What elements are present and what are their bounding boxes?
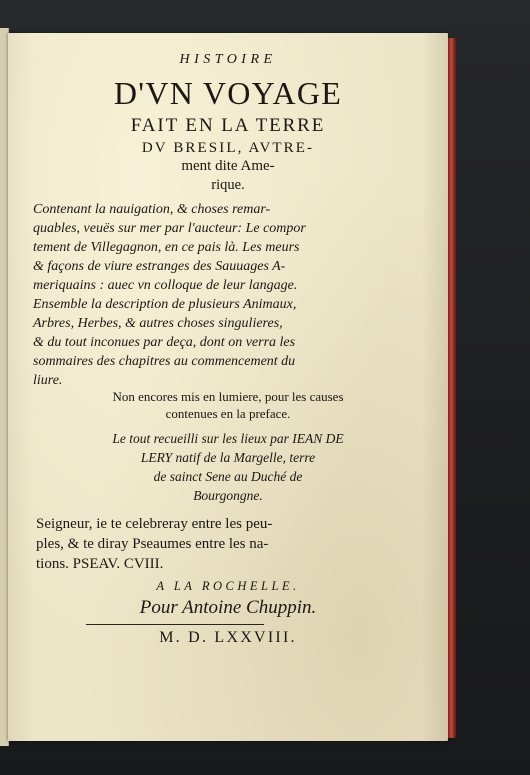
title-histoire: HISTOIRE bbox=[179, 52, 277, 67]
description-line: & façons de viure estranges des Sauuages A- bbox=[33, 259, 286, 274]
imprint-place: A LA ROCHELLE. bbox=[156, 579, 300, 593]
description-line: Contenant la nauigation, & choses remar- bbox=[33, 202, 271, 217]
epigraph-line-2: ples, & te diray Pseaumes entre les na- bbox=[36, 536, 269, 552]
epigraph-line-3: tions. PSEAV. CVIII. bbox=[36, 556, 164, 572]
epigraph-line-1: Seigneur, ie te celebreray entre les peu- bbox=[36, 516, 273, 532]
author-line-2: LERY natif de la Margelle, terre bbox=[140, 450, 316, 465]
title-page bbox=[8, 33, 448, 741]
description-line: meriquains : auec vn colloque de leur langage. bbox=[33, 278, 298, 293]
author-line-1: Le tout recueilli sur les lieux par IEAN DE bbox=[112, 431, 344, 446]
description-line: Arbres, Herbes, & autres choses singulieres, bbox=[33, 316, 283, 331]
title-du-bresil: DV BRESIL, AVTRE- bbox=[141, 140, 315, 156]
author-line-3: de sainct Sene au Duché de bbox=[153, 469, 303, 484]
notice-line-2: contenues en la preface. bbox=[165, 406, 291, 421]
imprint-date: M. D. LXXVIII. bbox=[159, 629, 297, 646]
description-last-line: liure. bbox=[33, 373, 63, 388]
imprint-rule bbox=[86, 624, 264, 625]
description-line: Ensemble la description de plusieurs Animaux, bbox=[33, 297, 297, 312]
description-line: sommaires des chapitres au commencement du bbox=[33, 354, 296, 369]
title-ment-dite: ment dite Ame- bbox=[181, 158, 275, 174]
description-line: tement de Villegagnon, en ce pais là. Les meurs bbox=[33, 240, 300, 255]
main-title: D'VN VOYAGE bbox=[113, 75, 343, 111]
author-line-4: Bourgongne. bbox=[193, 488, 263, 503]
title-fait: FAIT EN LA TERRE bbox=[130, 115, 326, 136]
notice-line-1: Non encores mis en lumiere, pour les causes bbox=[112, 389, 344, 404]
title-rique: rique. bbox=[211, 177, 245, 193]
description-line: & du tout inconues par deça, dont on verra les bbox=[33, 335, 296, 350]
imprint-printer: Pour Antoine Chuppin. bbox=[139, 597, 317, 618]
description-line: quables, veuës sur mer par l'aucteur: Le compor bbox=[33, 221, 306, 236]
